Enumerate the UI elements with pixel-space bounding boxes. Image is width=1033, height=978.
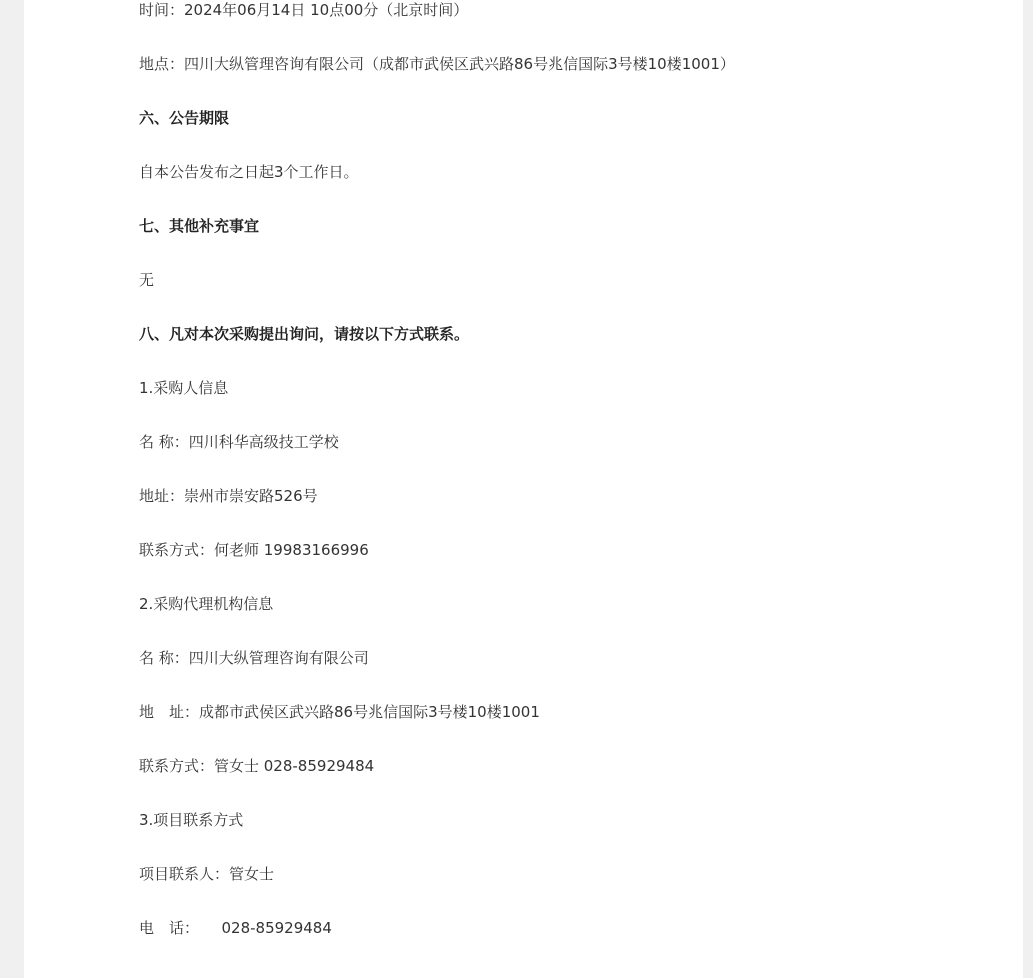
- section-heading-other-matters: 七、其他补充事宜: [139, 217, 260, 235]
- project-contact-phone: 电 话： 028-85929484: [139, 919, 332, 937]
- purchaser-name: 名 称：四川科华高级技工学校: [139, 433, 339, 451]
- project-contact-heading: 3.项目联系方式: [139, 811, 244, 829]
- other-matters-text: 无: [139, 271, 155, 289]
- agency-contact: 联系方式：管女士 028-85929484: [139, 757, 375, 775]
- purchaser-address: 地址：崇州市崇安路526号: [139, 487, 318, 505]
- purchaser-info-heading: 1.采购人信息: [139, 379, 229, 397]
- agency-info-heading: 2.采购代理机构信息: [139, 595, 274, 613]
- section-heading-contact: 八、凡对本次采购提出询问，请按以下方式联系。: [139, 325, 470, 343]
- document-page: [24, 0, 1023, 978]
- agency-address: 地 址：成都市武侯区武兴路86号兆信国际3号楼10楼1001: [139, 703, 540, 721]
- location-line: 地点：四川大纵管理咨询有限公司（成都市武侯区武兴路86号兆信国际3号楼10楼1001）: [139, 55, 735, 73]
- agency-name: 名 称：四川大纵管理咨询有限公司: [139, 649, 369, 667]
- time-line: 时间：2024年06月14日 10点00分（北京时间）: [139, 1, 469, 19]
- notice-period-text: 自本公告发布之日起3个工作日。: [139, 163, 359, 181]
- project-contact-person: 项目联系人：管女士: [139, 865, 275, 883]
- section-heading-notice-period: 六、公告期限: [139, 109, 230, 127]
- purchaser-contact: 联系方式：何老师 19983166996: [139, 541, 369, 559]
